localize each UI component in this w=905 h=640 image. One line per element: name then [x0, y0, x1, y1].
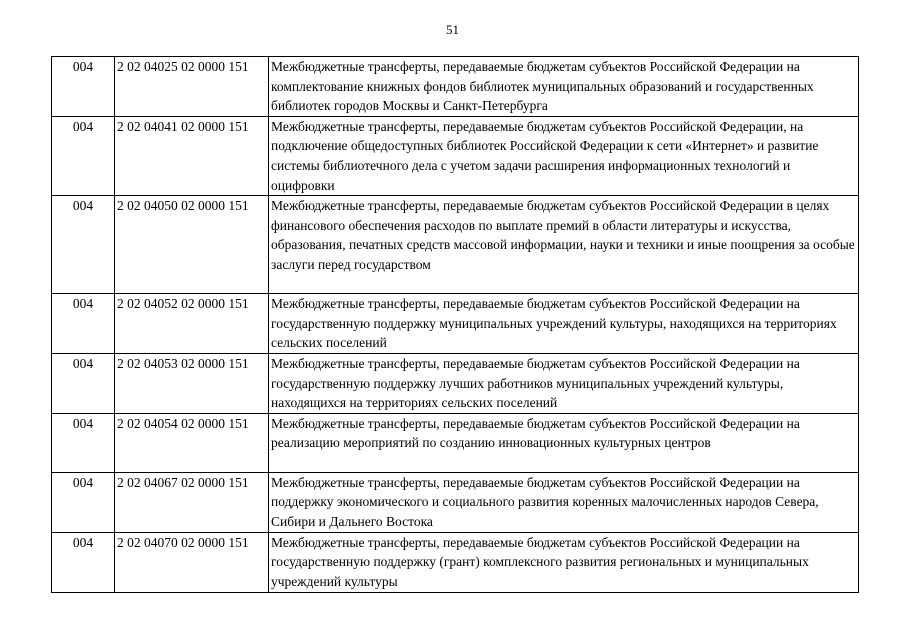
table-row: [52, 116, 859, 195]
budget-classification-table: [51, 56, 859, 593]
admin-code-cell: 004: [52, 196, 115, 294]
table-row: [52, 294, 859, 354]
budget-code-cell: 2 02 04054 02 0000 151: [115, 413, 269, 472]
description-cell: Межбюджетные трансферты, передаваемые бюджетам субъектов Российской Федерации на комплектование книжных фондов библиотек муниципальных образований и государственных библиотек городов Москвы и Санкт-Петербурга: [269, 57, 859, 117]
admin-code-cell: 004: [52, 294, 115, 354]
description-cell: Межбюджетные трансферты, передаваемые бюджетам субъектов Российской Федерации на поддержку экономического и социального развития коренных малочисленных народов Севера, Сибири и Дальнего Востока: [269, 472, 859, 532]
admin-code-cell: 004: [52, 353, 115, 413]
budget-code-cell: 2 02 04050 02 0000 151: [115, 196, 269, 294]
budget-code-cell: 2 02 04067 02 0000 151: [115, 472, 269, 532]
description-cell: Межбюджетные трансферты, передаваемые бюджетам субъектов Российской Федерации, на подключение общедоступных библиотек Российской Федерации к сети «Интернет» и развитие системы библиотечного дела с учетом задачи расширения информационных технологий и оцифровки: [269, 116, 859, 195]
table-row: [52, 413, 859, 472]
budget-code-cell: 2 02 04025 02 0000 151: [115, 57, 269, 117]
table-row: [52, 353, 859, 413]
table-row: [52, 532, 859, 592]
description-cell: Межбюджетные трансферты, передаваемые бюджетам субъектов Российской Федерации в целях финансового обеспечения расходов по выплате премий в области литературы и искусства, образования, печатных средств массовой информации, науки и техники и иные поощрения за особые заслуги перед государством: [269, 196, 859, 294]
table-row: [52, 472, 859, 532]
description-cell: Межбюджетные трансферты, передаваемые бюджетам субъектов Российской Федерации на государственную поддержку (грант) комплексного развития региональных и муниципальных учреждений культуры: [269, 532, 859, 592]
description-cell: Межбюджетные трансферты, передаваемые бюджетам субъектов Российской Федерации на государственную поддержку лучших работников муниципальных учреждений культуры, находящихся на территориях сельских поселений: [269, 353, 859, 413]
description-cell: Межбюджетные трансферты, передаваемые бюджетам субъектов Российской Федерации на государственную поддержку муниципальных учреждений культуры, находящихся на территориях сельских поселений: [269, 294, 859, 354]
admin-code-cell: 004: [52, 472, 115, 532]
description-cell: Межбюджетные трансферты, передаваемые бюджетам субъектов Российской Федерации на реализацию мероприятий по созданию инновационных культурных центров: [269, 413, 859, 472]
budget-code-cell: 2 02 04052 02 0000 151: [115, 294, 269, 354]
budget-code-cell: 2 02 04053 02 0000 151: [115, 353, 269, 413]
admin-code-cell: 004: [52, 413, 115, 472]
budget-code-cell: 2 02 04041 02 0000 151: [115, 116, 269, 195]
admin-code-cell: 004: [52, 116, 115, 195]
table-row: [52, 57, 859, 117]
table-row: [52, 196, 859, 294]
budget-code-cell: 2 02 04070 02 0000 151: [115, 532, 269, 592]
admin-code-cell: 004: [52, 57, 115, 117]
admin-code-cell: 004: [52, 532, 115, 592]
page-number: 51: [446, 22, 459, 37]
